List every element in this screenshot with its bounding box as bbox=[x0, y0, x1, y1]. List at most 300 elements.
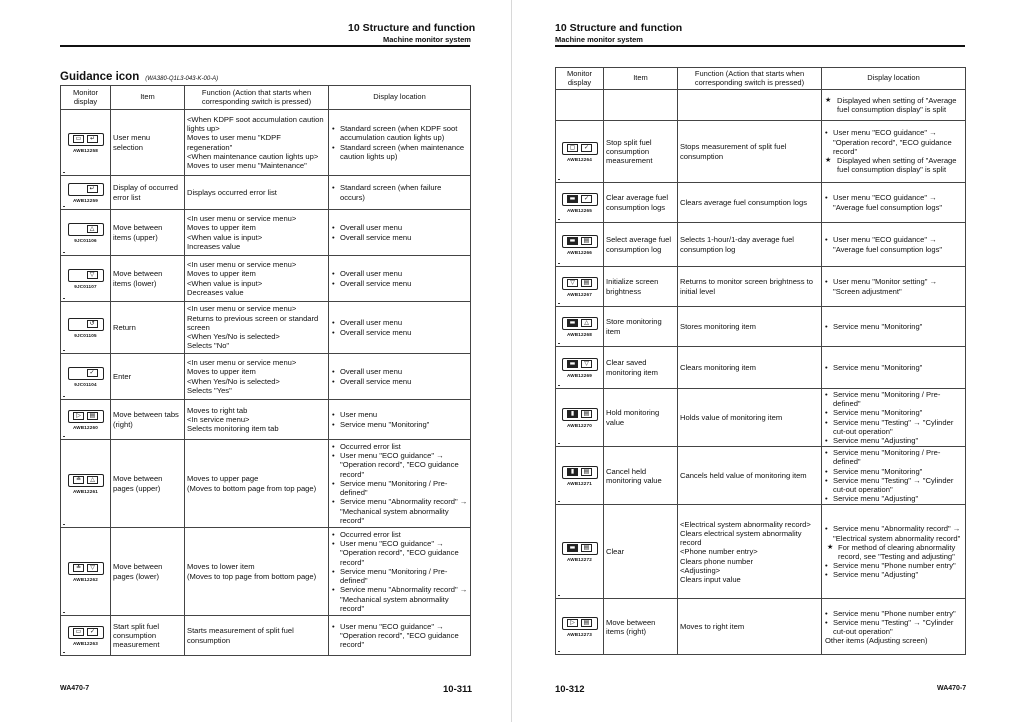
function-line: <In service menu> bbox=[187, 414, 250, 424]
location-list bbox=[824, 363, 963, 372]
tick-mark bbox=[558, 501, 560, 502]
key-glyph-left: ▮ bbox=[567, 410, 578, 418]
cell-monitor-display bbox=[61, 302, 111, 354]
function-line: Returns to monitor screen brightness to initial level bbox=[680, 277, 813, 296]
cell-display-location bbox=[329, 354, 471, 400]
cell-empty bbox=[604, 90, 678, 121]
function-line: Moves to upper item bbox=[187, 269, 256, 279]
location-item: • Service menu "Testing" → "Cylinder cut-out operation" bbox=[824, 418, 963, 436]
function-line: Moves to user menu "Maintenance" bbox=[187, 160, 307, 170]
store-monitoring-key-icon bbox=[562, 317, 598, 330]
table-row bbox=[61, 110, 471, 176]
key-glyph-left: ▮ bbox=[567, 468, 578, 476]
tick-mark bbox=[63, 350, 65, 351]
column-header-function: Function (Action that starts when corresponding switch is pressed) bbox=[678, 68, 822, 90]
cell-function bbox=[185, 256, 329, 302]
cell-function bbox=[678, 347, 822, 389]
icon-code: AWB12272 bbox=[566, 556, 593, 562]
key-glyph-right: ▤ bbox=[581, 544, 592, 552]
cell-function bbox=[678, 505, 822, 599]
location-list bbox=[331, 530, 468, 613]
key-glyph-right: ↵ bbox=[87, 135, 98, 143]
tick-mark bbox=[558, 385, 560, 386]
function-line: Moves to upper item bbox=[187, 367, 256, 377]
key-glyph-right: ▤ bbox=[581, 468, 592, 476]
location-item: • Service menu "Monitoring / Pre-defined" bbox=[824, 448, 963, 466]
icon-code: AWB12270 bbox=[566, 422, 593, 428]
cell-item: Move between tabs (right) bbox=[111, 400, 185, 440]
cell-item: Start split fuel consumption measurement bbox=[111, 616, 185, 656]
cell-function bbox=[185, 110, 329, 176]
function-line: Selects "Yes" bbox=[187, 385, 232, 395]
cell-item: Clear average fuel consumption logs bbox=[604, 183, 678, 223]
cell-item: Move between pages (upper) bbox=[111, 440, 185, 528]
key-glyph-right: ▽ bbox=[87, 564, 98, 572]
cell-item: Display of occurred error list bbox=[111, 176, 185, 210]
location-item: • Service menu "Monitoring" bbox=[824, 467, 963, 476]
key-glyph-right: ↺ bbox=[87, 320, 98, 328]
icon-code: AWB12267 bbox=[566, 291, 593, 297]
cell-empty bbox=[556, 90, 604, 121]
cell-display-location bbox=[822, 447, 966, 505]
column-header-display-location: Display location bbox=[329, 86, 471, 110]
location-item: • Service menu "Testing" → "Cylinder cut-out operation" bbox=[824, 618, 963, 636]
function-line: Moves to right tab bbox=[187, 405, 248, 415]
location-item: • Overall user menu bbox=[331, 367, 468, 376]
tick-mark bbox=[63, 206, 65, 207]
key-glyph-right: △ bbox=[87, 476, 98, 484]
location-list bbox=[824, 322, 963, 331]
cell-monitor-display bbox=[61, 256, 111, 302]
location-item: Other items (Adjusting screen) bbox=[825, 636, 928, 646]
cell-item: Hold monitoring value bbox=[604, 389, 678, 447]
user-menu-key-icon bbox=[68, 133, 104, 146]
function-line: <When KDPF soot accumulation caution lights up> bbox=[187, 114, 324, 134]
function-line: Moves to right item bbox=[680, 622, 745, 632]
key-glyph-right: ✓ bbox=[87, 628, 98, 636]
cell-item: Stop split fuel consumption measurement bbox=[604, 121, 678, 183]
table-row bbox=[556, 447, 966, 505]
page-header-title-right: 10 Structure and function bbox=[555, 22, 683, 34]
clear-monitoring-key-icon bbox=[562, 358, 598, 371]
function-line: Stores monitoring item bbox=[680, 321, 756, 331]
cell-display-location bbox=[822, 121, 966, 183]
location-item: • User menu "Monitor setting" → "Screen adjustment" bbox=[824, 277, 963, 295]
key-glyph-right: ↵ bbox=[87, 185, 98, 193]
note-item: ★ Displayed when setting of "Average fuel consumption display" is split bbox=[824, 96, 963, 114]
icon-code: AWB12269 bbox=[566, 372, 593, 378]
key-glyph-left: ▬ bbox=[567, 360, 578, 368]
tick-mark bbox=[63, 172, 65, 173]
cell-function bbox=[185, 400, 329, 440]
location-list bbox=[824, 193, 963, 211]
tick-mark bbox=[558, 595, 560, 596]
header-rule bbox=[60, 45, 470, 47]
cell-monitor-display bbox=[556, 267, 604, 307]
page-up-key-icon bbox=[68, 474, 104, 487]
tick-mark bbox=[558, 303, 560, 304]
return-key-icon bbox=[68, 318, 104, 331]
table-row bbox=[61, 210, 471, 256]
function-line: (Moves to bottom page from top page) bbox=[187, 483, 317, 493]
key-glyph-left: ▬ bbox=[567, 544, 578, 552]
cell-item: Return bbox=[111, 302, 185, 354]
icon-code: AWB12260 bbox=[72, 424, 99, 430]
cell-display-location bbox=[822, 267, 966, 307]
footer-model: WA470-7 bbox=[60, 685, 90, 692]
cell-item: Cancel held monitoring value bbox=[604, 447, 678, 505]
cell-display-location bbox=[329, 110, 471, 176]
key-glyph-left bbox=[74, 320, 84, 328]
function-line: Stops measurement of split fuel consumption bbox=[680, 142, 787, 161]
function-line: <Phone number entry> bbox=[680, 547, 758, 557]
page-header-subtitle-right: Machine monitor system bbox=[555, 35, 643, 44]
key-glyph-left: ▬ bbox=[567, 195, 578, 203]
cell-monitor-display bbox=[61, 528, 111, 616]
key-glyph-right: ▤ bbox=[581, 410, 592, 418]
location-list bbox=[331, 442, 468, 525]
location-list bbox=[824, 128, 963, 174]
location-item: • Overall service menu bbox=[331, 328, 468, 337]
cell-display-location bbox=[822, 599, 966, 655]
key-glyph-right: ▤ bbox=[581, 237, 592, 245]
location-item: • Overall service menu bbox=[331, 233, 468, 242]
key-glyph-left: ▭ bbox=[73, 628, 84, 636]
cell-display-location bbox=[329, 440, 471, 528]
tick-mark bbox=[63, 652, 65, 653]
location-list bbox=[331, 622, 468, 650]
cell-function bbox=[678, 599, 822, 655]
key-glyph-right: ✓ bbox=[581, 195, 592, 203]
key-glyph-left: ▢ bbox=[567, 144, 578, 152]
cell-item: Move between items (lower) bbox=[111, 256, 185, 302]
cell-item: Move between items (right) bbox=[604, 599, 678, 655]
table-row-continued bbox=[556, 90, 966, 121]
icon-code: AWB12268 bbox=[566, 331, 593, 337]
cell-monitor-display bbox=[61, 110, 111, 176]
cell-function bbox=[678, 121, 822, 183]
key-glyph-left: ≙ bbox=[73, 476, 84, 484]
location-list bbox=[824, 609, 963, 646]
location-item: • Service menu "Monitoring / Pre-defined" bbox=[824, 390, 963, 408]
tab-right-key-icon bbox=[68, 410, 104, 423]
tick-mark bbox=[558, 343, 560, 344]
table-row bbox=[556, 389, 966, 447]
location-item: ★ Displayed when setting of "Average fuel consumption display" is split bbox=[824, 156, 963, 174]
function-line: Returns to previous screen or standard screen bbox=[187, 313, 319, 332]
table-row bbox=[61, 616, 471, 656]
location-item: • User menu bbox=[331, 410, 468, 419]
function-line: <Electrical system abnormality record> bbox=[680, 519, 811, 529]
tick-mark bbox=[63, 396, 65, 397]
icon-code: 9JC01105 bbox=[74, 332, 97, 338]
icon-code: AWB12258 bbox=[72, 147, 99, 153]
table-row bbox=[61, 256, 471, 302]
location-item: • Standard screen (when failure occurs) bbox=[331, 183, 468, 201]
location-item: • Service menu "Abnormality record" → "Mechanical system abnormality record" bbox=[331, 497, 468, 525]
cell-display-location bbox=[822, 307, 966, 347]
footer-page-number: 10-311 bbox=[443, 684, 473, 695]
guidance-icon-table-left bbox=[60, 85, 471, 656]
cell-function bbox=[185, 210, 329, 256]
function-line: <When value is input> bbox=[187, 232, 263, 242]
cell-display-location bbox=[329, 210, 471, 256]
tick-mark bbox=[558, 179, 560, 180]
cell-function bbox=[185, 354, 329, 400]
function-line: Moves to upper item bbox=[187, 223, 256, 233]
location-item: • Occurred error list bbox=[331, 530, 468, 539]
down-triangle-key-icon bbox=[68, 269, 104, 282]
location-list bbox=[824, 277, 963, 295]
function-line: Increases value bbox=[187, 241, 241, 251]
tick-mark bbox=[558, 651, 560, 652]
icon-code: AWB12263 bbox=[72, 640, 99, 646]
function-line: <When value is input> bbox=[187, 278, 263, 288]
location-list bbox=[824, 448, 963, 503]
cell-function bbox=[678, 223, 822, 267]
icon-code: AWB12266 bbox=[566, 249, 593, 255]
key-glyph-right: ▤ bbox=[87, 412, 98, 420]
cell-monitor-display bbox=[61, 210, 111, 256]
icon-code: 9JC01104 bbox=[74, 381, 97, 387]
location-item: • User menu "ECO guidance" → "Average fuel consumption logs" bbox=[824, 193, 963, 211]
tick-mark bbox=[558, 263, 560, 264]
cell-display-location bbox=[329, 400, 471, 440]
cell-function bbox=[678, 307, 822, 347]
key-glyph-left bbox=[74, 271, 84, 279]
key-glyph-right: ▤ bbox=[581, 619, 592, 627]
location-item: • Overall user menu bbox=[331, 223, 468, 232]
location-item: • Overall user menu bbox=[331, 318, 468, 327]
location-item: • Service menu "Monitoring" bbox=[824, 363, 963, 372]
key-glyph-left: ▷ bbox=[567, 619, 578, 627]
icon-code: 9JC01107 bbox=[74, 283, 97, 289]
page-down-key-icon bbox=[68, 562, 104, 575]
tick-mark bbox=[63, 436, 65, 437]
cell-function bbox=[185, 176, 329, 210]
location-item: • Service menu "Adjusting" bbox=[824, 436, 963, 445]
location-item: • Service menu "Monitoring / Pre-defined" bbox=[331, 567, 468, 585]
location-item: • Standard screen (when maintenance caution lights up) bbox=[331, 143, 468, 161]
section-title bbox=[60, 71, 218, 83]
table-row bbox=[556, 183, 966, 223]
table-row bbox=[61, 528, 471, 616]
column-header-item: Item bbox=[604, 68, 678, 90]
key-glyph-right: ▽ bbox=[581, 360, 592, 368]
cell-display-location bbox=[329, 256, 471, 302]
function-line: Clears phone number bbox=[680, 556, 754, 566]
location-item: • Overall user menu bbox=[331, 269, 468, 278]
table-row bbox=[556, 267, 966, 307]
clear-fuel-log-key-icon bbox=[562, 193, 598, 206]
location-item: • Service menu "Phone number entry" bbox=[824, 561, 963, 570]
select-fuel-log-key-icon bbox=[562, 235, 598, 248]
cell-monitor-display bbox=[556, 307, 604, 347]
location-item: • Service menu "Phone number entry" bbox=[824, 609, 963, 618]
key-glyph-left bbox=[74, 225, 84, 233]
cell-monitor-display bbox=[556, 599, 604, 655]
function-line: (Moves to top page from bottom page) bbox=[187, 571, 317, 581]
location-item: • Service menu "Abnormality record" → "Electrical system abnormality record" bbox=[824, 524, 963, 542]
hold-value-key-icon bbox=[562, 408, 598, 421]
key-glyph-left: ▬ bbox=[567, 319, 578, 327]
cell-item: Move between items (upper) bbox=[111, 210, 185, 256]
key-glyph-right: ✓ bbox=[581, 144, 592, 152]
location-item: • Occurred error list bbox=[331, 442, 468, 451]
cell-display-location bbox=[822, 223, 966, 267]
location-list bbox=[331, 269, 468, 287]
cell-display-location bbox=[822, 389, 966, 447]
cell-item: Clear saved monitoring item bbox=[604, 347, 678, 389]
location-list bbox=[824, 235, 963, 253]
key-glyph-right: △ bbox=[581, 319, 592, 327]
guidance-icon-table-right bbox=[555, 67, 966, 655]
key-glyph-right: ✓ bbox=[87, 369, 98, 377]
key-glyph-left: ≚ bbox=[73, 564, 84, 572]
cell-item: Move between pages (lower) bbox=[111, 528, 185, 616]
table-row bbox=[556, 121, 966, 183]
cell-item: Enter bbox=[111, 354, 185, 400]
function-line: Clears electrical system abnormality record bbox=[680, 528, 802, 548]
cell-monitor-display bbox=[61, 176, 111, 210]
location-item: • Standard screen (when KDPF soot accumulation caution lights up) bbox=[331, 124, 468, 142]
split-fuel-stop-key-icon bbox=[562, 142, 598, 155]
location-list bbox=[331, 367, 468, 385]
location-item: • User menu "ECO guidance" → "Operation record", "ECO guidance record" bbox=[331, 451, 468, 479]
tick-mark bbox=[63, 612, 65, 613]
function-line: Moves to user menu "KDPF regeneration" bbox=[187, 133, 281, 152]
location-list bbox=[824, 524, 963, 579]
icon-code: AWB12271 bbox=[566, 480, 593, 486]
function-line: <In user menu or service menu> bbox=[187, 260, 297, 270]
cell-function bbox=[678, 183, 822, 223]
function-line: <In user menu or service menu> bbox=[187, 358, 297, 368]
cell-item: Select average fuel consumption log bbox=[604, 223, 678, 267]
location-item: • Service menu "Monitoring / Pre-defined" bbox=[331, 479, 468, 497]
location-item: • Service menu "Monitoring" bbox=[824, 322, 963, 331]
cell-monitor-display bbox=[61, 354, 111, 400]
location-item: • User menu "ECO guidance" → "Operation record", "ECO guidance record" bbox=[824, 128, 963, 156]
clear-key-icon bbox=[562, 542, 598, 555]
icon-code: AWB12262 bbox=[72, 576, 99, 582]
cell-display-location bbox=[329, 616, 471, 656]
up-triangle-key-icon bbox=[68, 223, 104, 236]
function-line: Selects 1-hour/1-day average fuel consumption log bbox=[680, 235, 794, 254]
key-glyph-left: ▷ bbox=[73, 412, 84, 420]
cell-monitor-display bbox=[556, 121, 604, 183]
function-line: Starts measurement of split fuel consumption bbox=[187, 626, 294, 645]
error-list-key-icon bbox=[68, 183, 104, 196]
cell-display-location bbox=[822, 505, 966, 599]
location-item: • User menu "ECO guidance" → "Average fuel consumption logs" bbox=[824, 235, 963, 253]
cell-monitor-display bbox=[556, 505, 604, 599]
column-header-monitor-display: Monitor display bbox=[556, 68, 604, 90]
cell-monitor-display bbox=[556, 223, 604, 267]
function-line: <When Yes/No is selected> bbox=[187, 376, 280, 386]
cell-function bbox=[185, 616, 329, 656]
cell-function bbox=[678, 389, 822, 447]
table-row bbox=[61, 440, 471, 528]
cell-function bbox=[185, 302, 329, 354]
key-glyph-right: △ bbox=[87, 225, 98, 233]
cell-display-location bbox=[822, 183, 966, 223]
icon-code: AWB12264 bbox=[566, 156, 593, 162]
location-list bbox=[331, 410, 468, 428]
column-header-monitor-display: Monitor display bbox=[61, 86, 111, 110]
table-row bbox=[556, 223, 966, 267]
function-line: Clears input value bbox=[680, 574, 741, 584]
icon-code: AWB12259 bbox=[72, 197, 99, 203]
key-glyph-left: ▭ bbox=[73, 135, 84, 143]
key-glyph-left bbox=[74, 185, 84, 193]
function-line: <When maintenance caution lights up> bbox=[187, 151, 319, 161]
location-item: • Service menu "Monitoring" bbox=[824, 408, 963, 417]
cancel-hold-key-icon bbox=[562, 466, 598, 479]
cell-function bbox=[185, 440, 329, 528]
split-fuel-start-key-icon bbox=[68, 626, 104, 639]
cell-monitor-display bbox=[556, 389, 604, 447]
move-items-right-key-icon bbox=[562, 617, 598, 630]
function-line: Selects "No" bbox=[187, 341, 230, 351]
cell-monitor-display bbox=[61, 400, 111, 440]
key-glyph-left: ▽ bbox=[567, 279, 578, 287]
cell-display-location bbox=[329, 176, 471, 210]
section-title-text: Guidance icon bbox=[60, 71, 140, 83]
cell-display-location bbox=[329, 528, 471, 616]
location-item: • Service menu "Monitoring" bbox=[331, 420, 468, 429]
cell-function bbox=[678, 447, 822, 505]
function-line: <In user menu or service menu> bbox=[187, 214, 297, 224]
cell-display-location bbox=[329, 302, 471, 354]
function-line: Decreases value bbox=[187, 287, 244, 297]
tick-mark bbox=[558, 443, 560, 444]
section-code: (WA380-Q1L3-043-K-00-A) bbox=[145, 76, 219, 82]
header-rule-right bbox=[555, 45, 965, 47]
column-header-function: Function (Action that starts when corresponding switch is pressed) bbox=[185, 86, 329, 110]
footer-model-right: WA470-7 bbox=[937, 685, 967, 692]
location-item: • User menu "ECO guidance" → "Operation record", "ECO guidance record" bbox=[331, 622, 468, 650]
enter-key-icon bbox=[68, 367, 104, 380]
location-item: • Service menu "Abnormality record" → "Mechanical system abnormality record" bbox=[331, 585, 468, 613]
location-item: • Overall service menu bbox=[331, 279, 468, 288]
table-row bbox=[61, 176, 471, 210]
function-line: Cancels held value of monitoring item bbox=[680, 471, 807, 481]
table-row bbox=[556, 347, 966, 389]
table-row bbox=[556, 505, 966, 599]
cell-monitor-display bbox=[556, 447, 604, 505]
function-line: <When Yes/No is selected> bbox=[187, 332, 280, 342]
column-header-item: Item bbox=[111, 86, 185, 110]
cell-monitor-display bbox=[556, 183, 604, 223]
table-row bbox=[556, 599, 966, 655]
table-row bbox=[61, 354, 471, 400]
footer-page-number-right: 10-312 bbox=[555, 684, 585, 695]
icon-code: AWB12261 bbox=[72, 488, 99, 494]
location-item: • Overall service menu bbox=[331, 377, 468, 386]
location-list bbox=[331, 223, 468, 241]
init-brightness-key-icon bbox=[562, 277, 598, 290]
icon-code: AWB12273 bbox=[566, 631, 593, 637]
location-list bbox=[331, 183, 468, 201]
page-header-subtitle: Machine monitor system bbox=[383, 35, 471, 44]
function-line: Clears monitoring item bbox=[680, 362, 756, 372]
cell-function bbox=[678, 267, 822, 307]
function-line: Clears average fuel consumption logs bbox=[680, 197, 808, 207]
key-glyph-left: ▬ bbox=[567, 237, 578, 245]
icon-code: 9JC01106 bbox=[74, 237, 97, 243]
location-list bbox=[331, 124, 468, 161]
function-line: <In user menu or service menu> bbox=[187, 304, 297, 314]
